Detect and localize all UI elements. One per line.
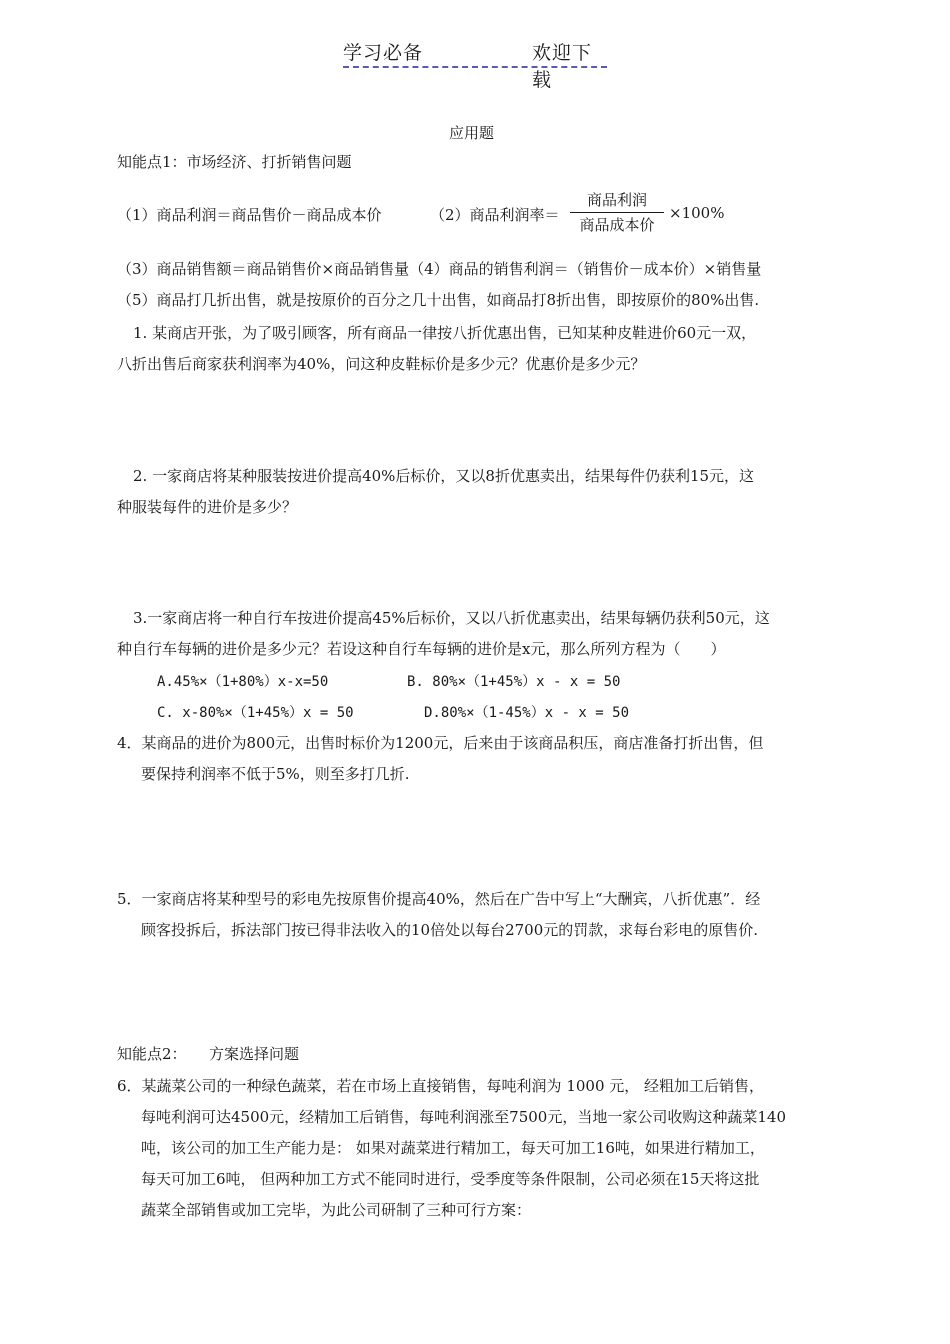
question-5-line-1: 5．一家商店将某种型号的彩电先按原售价提高40%，然后在广告中写上“大酬宾，八折优惠”．经 [117, 890, 761, 908]
fraction-bar [570, 212, 664, 213]
formula-profit-rate-prefix: （2）商品利润率＝ [430, 206, 560, 224]
question-3-option-a: A.45%×（1+80%）x-x=50 [157, 674, 329, 690]
header-right-text: 欢迎下载 [532, 42, 593, 91]
question-3-option-c: C. x-80%×（1+45%）x = 50 [157, 705, 354, 721]
section-2-heading: 知能点2： 方案选择问题 [117, 1045, 300, 1063]
question-6-line-3: 吨，该公司的加工生产能力是： 如果对蔬菜进行精加工，每天可加工16吨，如果进行精加工， [141, 1139, 765, 1157]
formula-fraction [570, 190, 664, 235]
question-4-line-1: 4．某商品的进价为800元，出售时标价为1200元，后来由于该商品积压，商店准备打折出售，但 [117, 734, 764, 752]
question-6-line-5: 蔬菜全部销售或加工完毕，为此公司研制了三种可行方案： [141, 1201, 532, 1219]
fraction-denominator: 商品成本价 [579, 216, 655, 234]
formula-profit-rate-suffix: ×100% [669, 204, 725, 222]
question-3-line-1: 3.一家商店将一种自行车按进价提高45%后标价，又以八折优惠卖出，结果每辆仍获利50元，这 [133, 609, 770, 627]
section-1-heading: 知能点1：市场经济、打折销售问题 [117, 153, 352, 171]
question-6-line-4: 每天可加工6吨， 但两种加工方式不能同时进行，受季度等条件限制，公司必须在15天将这批 [141, 1170, 760, 1188]
question-3-option-d: D.80%×（1-45%）x - x = 50 [424, 705, 630, 721]
question-5-line-2: 顾客投拆后，拆法部门按已得非法收入的10倍处以每台2700元的罚款，求每台彩电的原售价. [141, 921, 759, 939]
question-1-line-2: 八折出售后商家获利润率为40%，问这种皮鞋标价是多少元？优惠价是多少元？ [117, 355, 646, 373]
question-2-line-2: 种服装每件的进价是多少？ [117, 498, 298, 516]
question-4-line-2: 要保持利润率不低于5%，则至多打几折. [141, 765, 410, 783]
formula-profit: （1）商品利润＝商品售价－商品成本价 [117, 206, 382, 224]
question-3-line-2: 种自行车每辆的进价是多少元？若设这种自行车每辆的进价是x元，那么所列方程为（ ） [117, 640, 726, 658]
header-left-text: 学习必备 [343, 42, 424, 64]
question-3-option-b: B. 80%×（1+45%）x - x = 50 [407, 674, 621, 690]
formula-sales: （3）商品销售额＝商品销售价×商品销售量（4）商品的销售利润＝（销售价－成本价）×销售量 [117, 260, 762, 278]
question-2-line-1: 2. 一家商店将某种服装按进价提高40%后标价，又以8折优惠卖出，结果每件仍获利15元，这 [133, 467, 755, 485]
formula-row [117, 190, 877, 234]
formula-discount: （5）商品打几折出售，就是按原价的百分之几十出售，如商品打8折出售，即按原价的80%出售. [117, 291, 760, 309]
question-1-line-1: 1. 某商店开张，为了吸引顾客，所有商品一律按八折优惠出售，已知某种皮鞋进价60元一双， [133, 324, 757, 342]
question-6-line-1: 6．某蔬菜公司的一种绿色蔬菜，若在市场上直接销售，每吨利润为 1000 元， 经粗加工后销售， [117, 1077, 765, 1095]
page-title: 应用题 [449, 124, 495, 142]
page-header [343, 38, 607, 91]
fraction-numerator: 商品利润 [586, 191, 647, 209]
question-6-line-2: 每吨利润可达4500元，经精加工后销售，每吨利润涨至7500元，当地一家公司收购这种蔬菜140 [141, 1108, 786, 1126]
